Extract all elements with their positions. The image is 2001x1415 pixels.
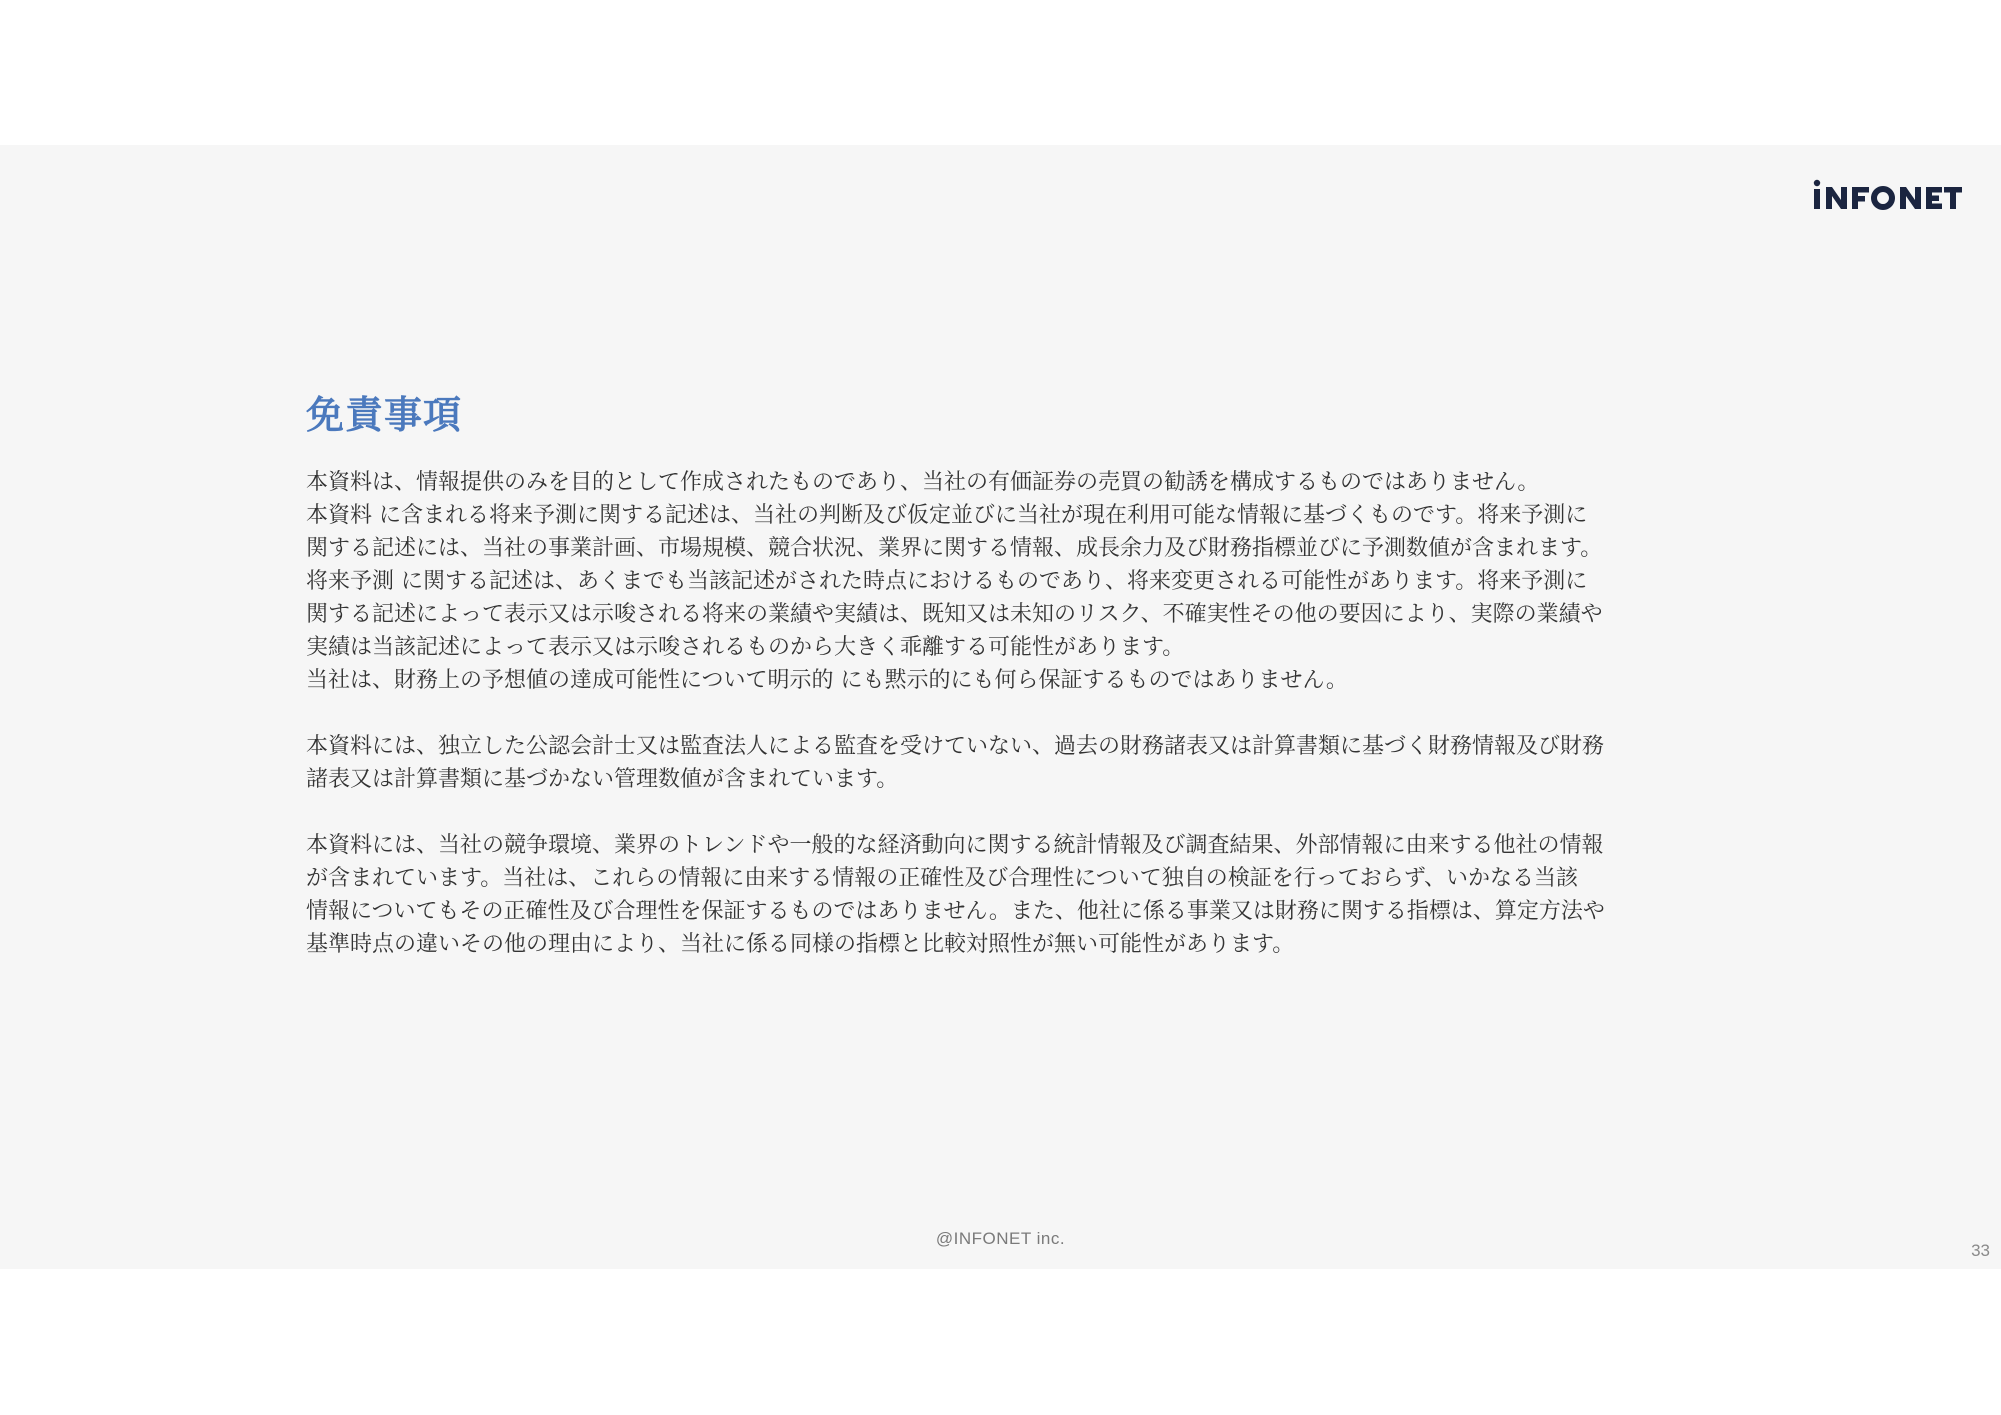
slide: [0, 145, 2001, 1269]
page-number: 33: [1971, 1241, 1990, 1260]
logo-wordmark-icon: [1812, 179, 1962, 215]
disclaimer-paragraph-external-info: 本資料には、当社の競争環境、業界のトレンドや一般的な経済動向に関する統計情報及び調査結果、外部情報に由来する他社の情報 が含まれています。当社は、これらの情報に由来する情報の正確性及び合理性について独自の検証を行っておらず、いかなる当該 情報についてもその正確性及び合理性を保証するものではありません。また、他社に係る事業又は財務に関する指標は、算定方法や 基準時点の違いその他の理由により、当社に係る同様の指標と比較対照性が無い可能性があります。: [306, 833, 1605, 957]
page-title: 免責事項: [306, 393, 463, 437]
footer-copyright: @INFONET inc.: [935, 1229, 1066, 1248]
disclaimer-paragraph-forward-looking: 本資料は、情報提供のみを目的として作成されたものであり、当社の有価証券の売買の勧誘を構成するものではありません。 本資料 に含まれる将来予測に関する記述は、当社の判断及び仮定並びに当社が現在利用可能な情報に基づくものです。将来予測に 関する記述には、当社の事業計画、市場規模、競合状況、業界に関する情報、成長余力及び財務指標並びに予測数値が含まれます。 将来予測 に関する記述は、あくまでも当該記述がされた時点におけるものであり、将来変更される可能性があります。将来予測に 関する記述によって表示又は示唆される将来の業績や実績は、既知又は未知のリスク、不確実性その他の要因により、実際の業績や 実績は当該記述によって表示又は示唆されるものから大きく乖離する可能性があります。 当社は、財務上の予想値の達成可能性について明示的 にも黙示的にも何ら保証するものではありません。: [306, 470, 1603, 693]
disclaimer-content: [306, 390, 1686, 994]
infonet-logo: [1812, 179, 1962, 215]
disclaimer-paragraph-unaudited: 本資料には、独立した公認会計士又は監査法人による監査を受けていない、過去の財務諸表又は計算書類に基づく財務情報及び財務 諸表又は計算書類に基づかない管理数値が含まれています。: [306, 734, 1605, 792]
